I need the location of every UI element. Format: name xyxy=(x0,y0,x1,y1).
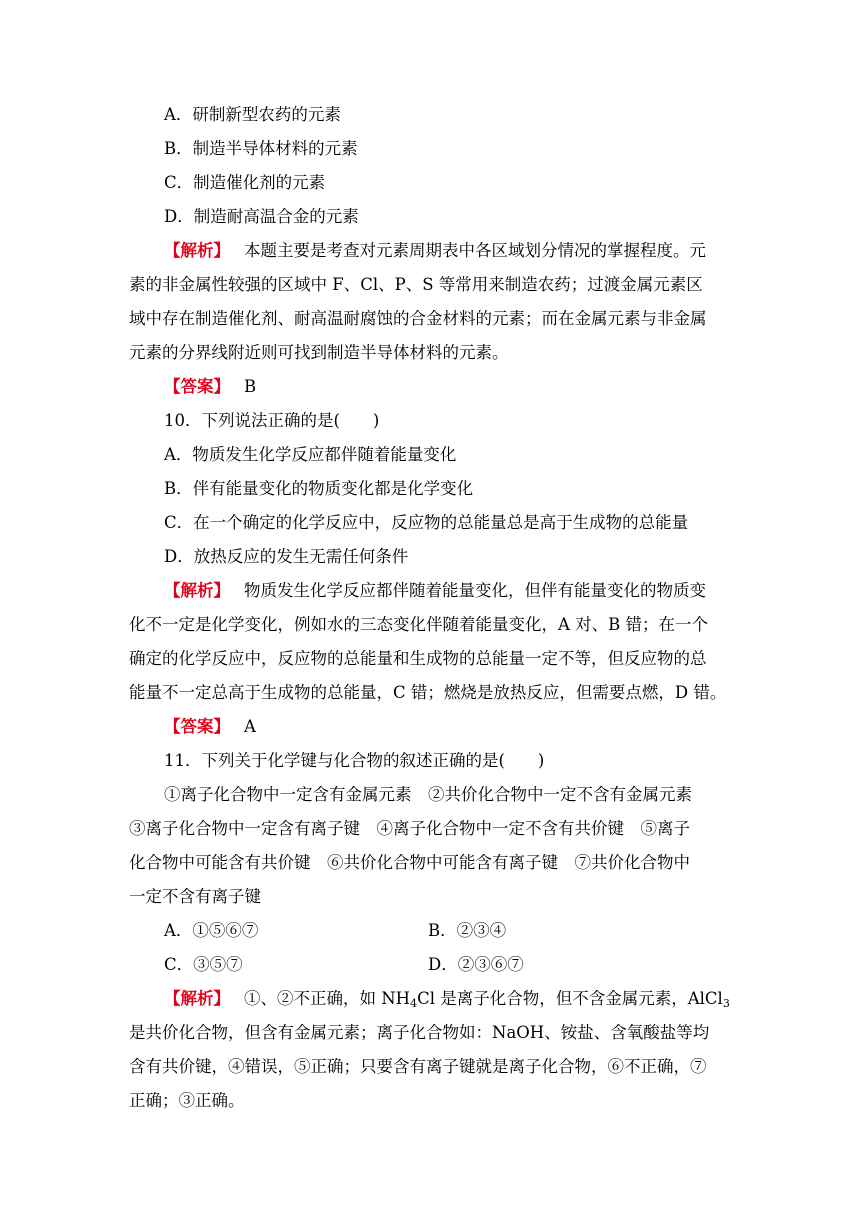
q9-option-d: D．制造耐高温合金的元素 xyxy=(164,207,359,226)
q11-option-b: B．②③④ xyxy=(428,921,507,940)
q10-answer xyxy=(164,716,256,738)
analysis-label: 【解析】 xyxy=(164,581,230,600)
q11-analysis-line-2: 是共价化合物，但含有金属元素；离子化合物如：NaOH、铵盐、含氧酸盐等均 xyxy=(129,1023,710,1042)
q9-option-b: B．制造半导体材料的元素 xyxy=(164,139,358,158)
q10-stem: 10．下列说法正确的是( ) xyxy=(164,411,380,430)
q10-option-b: B．伴有能量变化的物质变化都是化学变化 xyxy=(164,479,474,498)
q10-option-a: A．物质发生化学反应都伴随着能量变化 xyxy=(164,445,457,464)
q9-option-c: C．制造催化剂的元素 xyxy=(164,173,326,192)
q11-statement-line-4: 一定不含有离子键 xyxy=(129,887,261,906)
analysis-label: 【解析】 xyxy=(164,241,230,260)
q9-answer xyxy=(164,376,256,398)
q11-analysis-line-3: 含有共价键，④错误，⑤正确；只要含有离子键就是离子化合物，⑥不正确，⑦ xyxy=(129,1057,707,1076)
q10-analysis-line-4: 能量不一定总高于生成物的总能量，C 错；燃烧是放热反应，但需要点燃，D 错。 xyxy=(129,683,727,702)
q9-analysis-line-4: 元素的分界线附近则可找到制造半导体材料的元素。 xyxy=(129,343,509,362)
q10-option-d: D．放热反应的发生无需任何条件 xyxy=(164,547,409,566)
q10-analysis-line-3: 确定的化学反应中，反应物的总能量和生成物的总能量一定不等，但反应物的总 xyxy=(129,649,707,668)
q9-analysis-line-1: 【解析】 本题主要是考查对元素周期表中各区域划分情况的掌握程度。元 xyxy=(164,241,706,260)
q10-option-c: C．在一个确定的化学反应中，反应物的总能量总是高于生成物的总能量 xyxy=(164,513,689,532)
q11-option-c: C．③⑤⑦ xyxy=(164,955,243,974)
q11-stem: 11．下列关于化学键与化合物的叙述正确的是( ) xyxy=(164,751,545,770)
q11-option-a: A．①⑤⑥⑦ xyxy=(164,921,259,940)
q10-analysis-line-1: 【解析】 物质发生化学反应都伴随着能量变化，但伴有能量变化的物质变 xyxy=(164,581,706,600)
q11-statement-line-2: ③离子化合物中一定含有离子键 ④离子化合物中一定不含有共价键 ⑤离子 xyxy=(129,819,690,838)
q9-analysis-line-2: 素的非金属性较强的区域中 F、Cl、P、S 等常用来制造农药；过渡金属元素区 xyxy=(129,275,703,294)
analysis-label: 【解析】 xyxy=(164,989,230,1008)
q9-analysis-line-3: 域中存在制造催化剂、耐高温耐腐蚀的合金材料的元素；而在金属元素与非金属 xyxy=(129,309,707,328)
q10-analysis-line-2: 化不一定是化学变化，例如水的三态变化伴随着能量变化，A 对、B 错；在一个 xyxy=(129,615,709,634)
q9-option-a: A．研制新型农药的元素 xyxy=(164,105,341,124)
q11-option-d: D．②③⑥⑦ xyxy=(428,955,524,974)
q9-answer-value: B xyxy=(244,377,257,396)
q11-statement-line-1: ①离子化合物中一定含有金属元素 ②共价化合物中一定不含有金属元素 xyxy=(164,785,692,804)
q11-analysis-line-4: 正确；③正确。 xyxy=(129,1091,245,1110)
q11-statement-line-3: 化合物中可能含有共价键 ⑥共价化合物中可能含有离子键 ⑦共价化合物中 xyxy=(129,853,690,872)
q11-analysis-line-1: 【解析】 ①、②不正确，如 $NH_4Cl$ 是离子化合物，但不含金属元素，AlCl$_3$ xyxy=(164,989,730,1010)
q10-answer-value: A xyxy=(244,717,256,736)
answer-label: 【答案】 xyxy=(164,717,230,736)
answer-label: 【答案】 xyxy=(164,377,230,396)
